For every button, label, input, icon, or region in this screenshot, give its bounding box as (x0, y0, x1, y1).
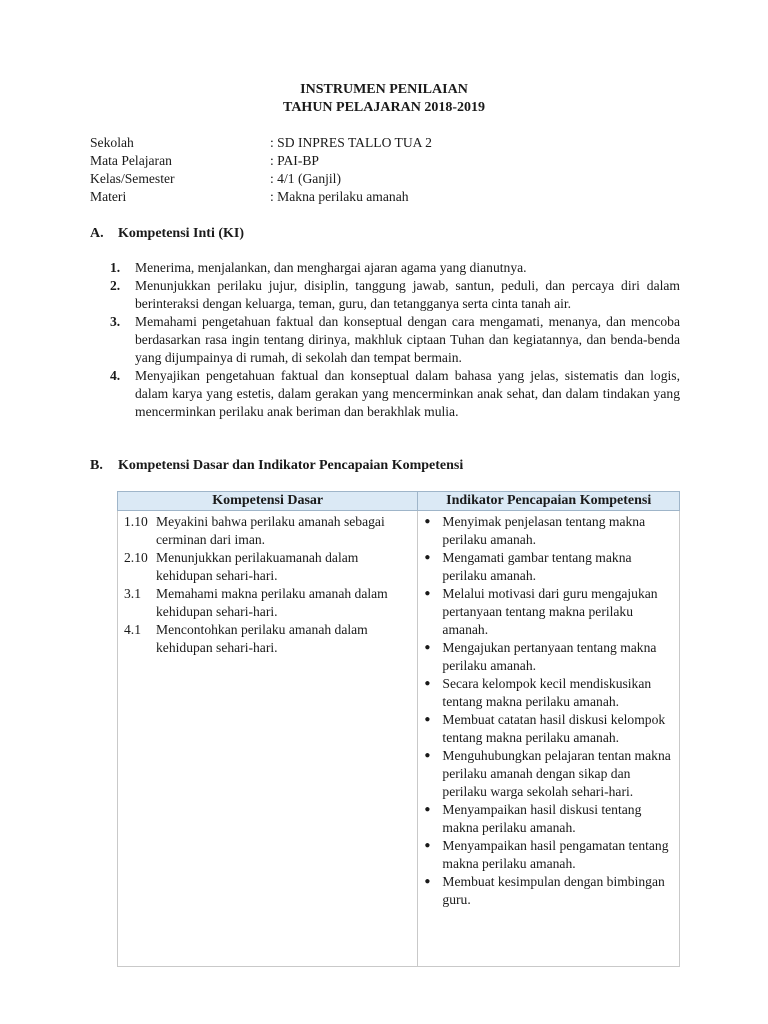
bullet-icon: ● (424, 516, 431, 527)
bullet-icon: ● (424, 750, 431, 761)
ki-item (110, 313, 680, 367)
ki-item (110, 367, 680, 421)
info-value: : 4/1 (Ganjil) (270, 171, 341, 186)
section-b-heading (90, 457, 463, 475)
kd-cell (118, 511, 418, 967)
indicator-item (424, 639, 675, 675)
table-row (118, 511, 680, 967)
section-a-title: Kompetensi Inti (KI) (118, 226, 244, 241)
column-header-indicator: Indikator Pencapaian Kompetensi (418, 492, 680, 511)
info-label: Sekolah (90, 135, 134, 150)
kd-text: Memahami makna perilaku amanah dalam kehidupan sehari-hari. (156, 586, 388, 619)
info-row-mata-pelajaran (90, 152, 690, 170)
indicator-item (424, 513, 675, 549)
indicator-text: Melalui motivasi dari guru mengajukan pertanyaan tentang makna perilaku amanah. (442, 586, 658, 637)
info-label: Mata Pelajaran (90, 153, 172, 168)
section-a-heading (90, 225, 244, 243)
bullet-icon: ● (424, 876, 431, 887)
ki-number: 2. (110, 278, 121, 293)
info-row-kelas-semester (90, 170, 690, 188)
kd-text: Meyakini bahwa perilaku amanah sebagai cerminan dari iman. (156, 514, 385, 547)
ki-text: Menerima, menjalankan, dan menghargai ajaran agama yang dianutnya. (135, 260, 527, 275)
bullet-icon: ● (424, 840, 431, 851)
indicator-text: Membuat kesimpulan dengan bimbingan guru. (442, 874, 665, 907)
bullet-icon: ● (424, 642, 431, 653)
indicator-cell (418, 511, 680, 967)
kd-number: 2.10 (124, 550, 148, 565)
info-row-materi (90, 188, 690, 206)
indicator-text: Menyimak penjelasan tentang makna perilaku amanah. (442, 514, 646, 547)
table-header-row (118, 492, 680, 511)
kd-text: Mencontohkan perilaku amanah dalam kehidupan sehari-hari. (156, 622, 368, 655)
kd-number: 1.10 (124, 514, 148, 529)
indicator-item (424, 837, 675, 873)
info-value: : SD INPRES TALLO TUA 2 (270, 135, 432, 150)
indicator-item (424, 801, 675, 837)
indicator-item (424, 711, 675, 747)
ki-item (110, 277, 680, 313)
info-value: : Makna perilaku amanah (270, 189, 409, 204)
ki-number: 1. (110, 260, 121, 275)
bullet-icon: ● (424, 588, 431, 599)
info-value: : PAI-BP (270, 153, 319, 168)
kd-item (124, 585, 417, 621)
ki-text: Menunjukkan perilaku jujur, disiplin, tanggung jawab, santun, peduli, dan percaya diri dalam berinteraksi dengan keluarga, teman, guru, dan tetangganya serta cinta tanah air. (135, 278, 680, 311)
indicator-item (424, 549, 675, 585)
document-title: INSTRUMEN PENILAIAN (300, 82, 468, 97)
info-label: Materi (90, 189, 127, 204)
indicator-text: Menyampaikan hasil diskusi tentang makna perilaku amanah. (442, 802, 642, 835)
ki-text: Memahami pengetahuan faktual dan konseptual dengan cara mengamati, menanya, dan mencoba berdasarkan rasa ingin tentang dirinya, makhluk ciptaan Tuhan dan kegiatannya, dan benda-benda yang dijumpainya di rumah, di sekolah dan tempat bermain. (135, 314, 680, 365)
section-b-title: Kompetensi Dasar dan Indikator Pencapaian Kompetensi (118, 458, 464, 473)
competency-table (117, 491, 680, 967)
document-subtitle: TAHUN PELAJARAN 2018-2019 (283, 100, 485, 115)
ki-text: Menyajikan pengetahuan faktual dan konseptual dalam bahasa yang jelas, sistematis dan logis, dalam karya yang estetis, dalam gerakan yang mencerminkan anak sehat, dan dalam tindakan yang mencerminkan perilaku anak beriman dan berakhlak mulia. (135, 368, 680, 419)
indicator-item (424, 873, 675, 909)
indicator-text: Menguhubungkan pelajaran tentan makna perilaku amanah dengan sikap dan perilaku warga sekolah sehari-hari. (442, 748, 671, 799)
indicator-text: Secara kelompok kecil mendiskusikan tentang makna perilaku amanah. (442, 676, 652, 709)
ki-item (110, 259, 680, 277)
bullet-icon: ● (424, 714, 431, 725)
kd-item (124, 549, 417, 585)
kd-item (124, 621, 417, 657)
section-b-letter: B. (90, 458, 103, 473)
indicator-item (424, 747, 675, 801)
info-label: Kelas/Semester (90, 171, 175, 186)
column-header-kd: Kompetensi Dasar (118, 492, 418, 511)
indicator-text: Mengamati gambar tentang makna perilaku amanah. (442, 550, 632, 583)
bullet-icon: ● (424, 552, 431, 563)
indicator-item (424, 675, 675, 711)
indicator-list (418, 511, 679, 913)
bullet-icon: ● (424, 678, 431, 689)
section-a-letter: A. (90, 226, 104, 241)
ki-number: 4. (110, 368, 121, 383)
kd-text: Menunjukkan perilakuamanah dalam kehidupan sehari-hari. (156, 550, 359, 583)
ki-number: 3. (110, 314, 121, 329)
indicator-text: Mengajukan pertanyaan tentang makna perilaku amanah. (442, 640, 657, 673)
indicator-item (424, 585, 675, 639)
kd-number: 3.1 (124, 586, 141, 601)
indicator-text: Menyampaikan hasil pengamatan tentang makna perilaku amanah. (442, 838, 669, 871)
kd-item (124, 513, 417, 549)
document-header (0, 81, 768, 117)
kd-number: 4.1 (124, 622, 141, 637)
info-row-sekolah (90, 134, 690, 152)
ki-list (110, 259, 680, 421)
indicator-text: Membuat catatan hasil diskusi kelompok tentang makna perilaku amanah. (442, 712, 666, 745)
bullet-icon: ● (424, 804, 431, 815)
info-block (90, 134, 690, 206)
kd-list (118, 511, 417, 657)
